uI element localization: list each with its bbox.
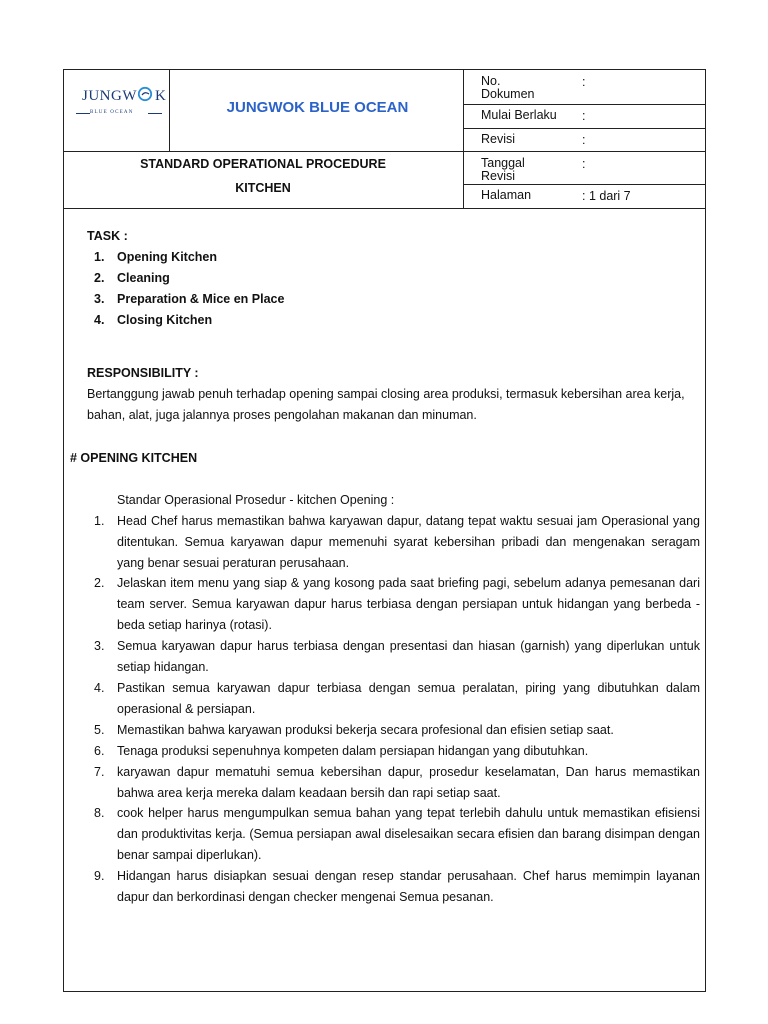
company-logo	[72, 82, 168, 122]
responsibility-text: Bertanggung jawab penuh terhadap opening sampai closing area produksi, termasuk kebersihan area kerja, bahan, alat, juga jalannya proses pengolahan makanan dan minuman.	[87, 387, 685, 422]
meta-label-mulai-berlaku: Mulai Berlaku	[481, 108, 557, 122]
list-item-number: 6.	[94, 744, 105, 758]
meta-label-halaman: Halaman	[481, 188, 532, 202]
meta-label-tanggal-revisi: Tanggal Revisi	[481, 156, 525, 183]
task-heading: TASK :	[87, 229, 128, 243]
meta-label-no-dokumen: No. Dokumen	[481, 74, 535, 101]
list-item-number: 5.	[94, 723, 105, 737]
list-item-text: karyawan dapur mematuhi semua kebersihan dapur, prosedur keselamatan, Dan harus memastikan bahwa area kerja mereka dalam keadaan bersih dan rapi setiap saat.	[117, 765, 700, 800]
list-item	[94, 741, 700, 762]
list-item	[94, 636, 700, 678]
task-item-closing: Closing Kitchen	[117, 313, 213, 327]
opening-intro: Standar Operasional Prosedur - kitchen Opening :	[117, 493, 395, 507]
list-item-text: Semua karyawan dapur harus terbiasa dengan presentasi dan hiasan (garnish) yang diperlukan untuk setiap hidangan.	[117, 639, 700, 674]
list-item	[94, 678, 700, 720]
list-item-text: Hidangan harus disiapkan sesuai dengan resep standar perusahaan. Chef harus memimpin layanan dapur dan berkordinasi dengan checker mengenai Semua pesanan.	[117, 869, 700, 904]
task-item-number: 2.	[94, 271, 105, 285]
opening-heading: # OPENING KITCHEN	[70, 451, 198, 465]
meta-value-halaman: : 1 dari 7	[582, 189, 631, 203]
list-item-text: cook helper harus mengumpulkan semua bahan yang tepat terlebih dahulu untuk memastikan efisiensi dan produktivitas kerja. (Semua persiapan awal diselesaikan secara efisien dan barang disimpan dengan benar sampai diperlukan).	[117, 806, 700, 862]
logo-subtitle: BLUE OCEAN	[90, 110, 134, 115]
list-item	[94, 573, 700, 636]
list-item-text: Pastikan semua karyawan dapur terbiasa dengan semua peralatan, piring yang dibutuhkan dalam operasional & persiapan.	[117, 681, 700, 716]
task-item-number: 4.	[94, 313, 105, 327]
list-item-text: Jelaskan item menu yang siap & yang kosong pada saat briefing pagi, sebelum adanya pemesanan dari team server. Semua karyawan dapur harus terbiasa dengan persiapan untuk hidangan yang berbeda - beda setiap harinya (rotasi).	[117, 576, 700, 632]
meta-value-no-dokumen: :	[582, 75, 586, 89]
sop-subtitle: KITCHEN	[235, 181, 291, 195]
task-item-number: 1.	[94, 250, 105, 264]
company-name: JUNGWOK BLUE OCEAN	[226, 99, 409, 116]
meta-row-divider	[463, 184, 706, 185]
list-item-text: Memastikan bahwa karyawan produksi bekerja secara profesional dan efisien setiap saat.	[117, 723, 614, 737]
meta-row-divider	[463, 104, 706, 105]
list-item-number: 1.	[94, 514, 105, 528]
meta-value-tanggal-revisi: :	[582, 157, 586, 171]
meta-column-divider	[463, 69, 464, 208]
list-item-number: 3.	[94, 639, 105, 653]
task-item-cleaning: Cleaning	[117, 271, 170, 285]
list-item	[94, 511, 700, 574]
list-item	[94, 720, 700, 741]
task-item-opening: Opening Kitchen	[117, 250, 217, 264]
list-item	[94, 762, 700, 804]
list-item	[94, 866, 700, 908]
meta-value-revisi: :	[582, 133, 586, 147]
meta-value-mulai-berlaku: :	[582, 109, 586, 123]
responsibility-heading: RESPONSIBILITY :	[87, 366, 199, 380]
list-item-text: Head Chef harus memastikan bahwa karyawan dapur, datang tepat waktu sesuai jam Operasional yang ditentukan. Semua karyawan dapur memenuhi syarat kebersihan pribadi dan mengenakan seragam yang benar sesuai peraturan perusahaan.	[117, 514, 700, 570]
list-item-number: 7.	[94, 765, 105, 779]
header-bottom-rule	[63, 208, 706, 209]
list-item-number: 4.	[94, 681, 105, 695]
task-item-number: 3.	[94, 292, 105, 306]
list-item-text: Tenaga produksi sepenuhnya kompeten dalam persiapan hidangan yang dibutuhkan.	[117, 744, 589, 758]
list-item	[94, 803, 700, 866]
logo-wordmark: JUNGW K	[82, 88, 167, 104]
meta-label-revisi: Revisi	[481, 132, 516, 146]
list-item-number: 9.	[94, 869, 105, 883]
task-item-preparation: Preparation & Mice en Place	[117, 292, 285, 306]
header-row-divider	[63, 151, 706, 152]
meta-row-divider	[463, 128, 706, 129]
sop-title: STANDARD OPERATIONAL PROCEDURE	[140, 157, 386, 171]
list-item-number: 8.	[94, 806, 105, 820]
list-item-number: 2.	[94, 576, 105, 590]
